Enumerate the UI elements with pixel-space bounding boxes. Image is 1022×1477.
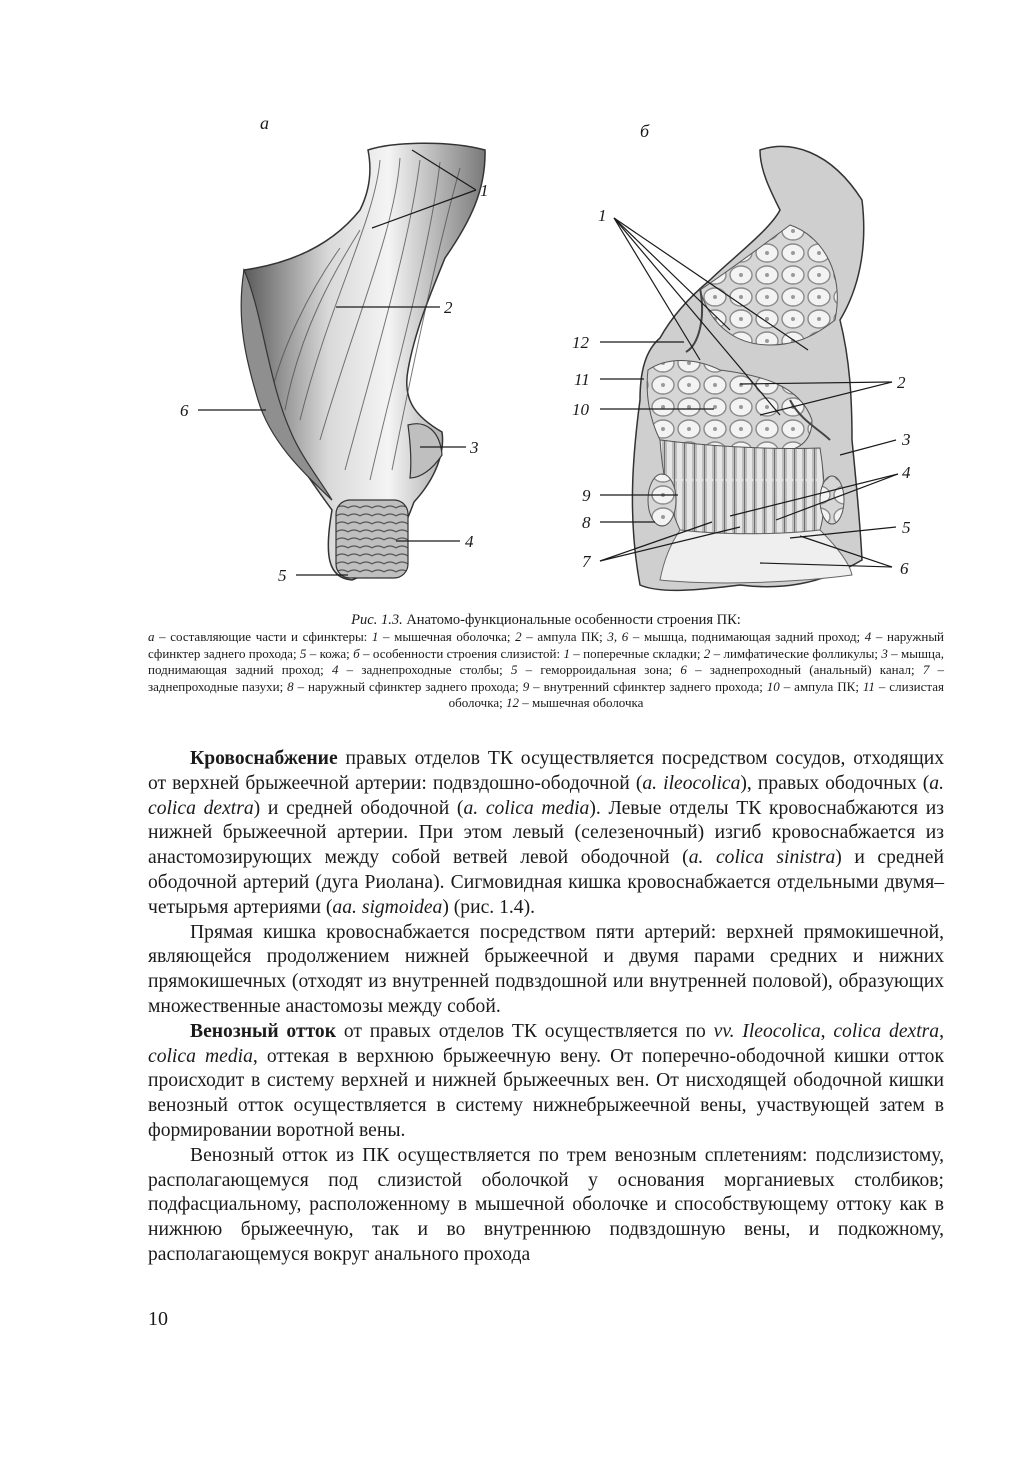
sphincter-left bbox=[648, 474, 676, 526]
caption-item-text: – заднепроходные пазухи; bbox=[148, 662, 945, 694]
text-run: , bbox=[939, 1020, 944, 1042]
b-callout-8: 8 bbox=[582, 513, 591, 532]
caption-item-number: 7 bbox=[922, 662, 930, 678]
a-callout-1: 1 bbox=[480, 181, 489, 200]
b-callout-3: 3 bbox=[902, 430, 911, 449]
paragraph bbox=[148, 921, 944, 1020]
text-run: , оттекая в верхнюю брыжеечную вену. От поперечно-ободочной кишки отток происходит в систему верхней и нижней брыжеечных вен. От нисходящей ободочной кишки венозный отток осуществляется в систему нижнебрыжеечной вены, участвующей затем в формировании воротной вены. bbox=[148, 1045, 944, 1141]
caption-item-text: – ампула ПК; bbox=[779, 678, 863, 694]
text-run: ) и средней ободочной артерий (дуга Риолана). Сигмовидная кишка кровоснабжается отдельными двумя–четырьмя артериями ( bbox=[148, 847, 944, 918]
text-run: от правых отделов ТК осуществляется по bbox=[336, 1020, 714, 1042]
caption-ref: Рис. 1.3. bbox=[351, 612, 403, 628]
a-callout-2: 2 bbox=[444, 298, 453, 317]
panel-b-drawing bbox=[632, 147, 863, 591]
caption-item-number: 3, 6 bbox=[607, 629, 629, 645]
caption-title-line bbox=[148, 612, 944, 628]
paragraph bbox=[148, 747, 944, 921]
b-callout-7: 7 bbox=[582, 552, 591, 571]
b-callout-5: 5 bbox=[902, 518, 911, 537]
latin-term: aa. sigmoidea bbox=[332, 896, 443, 918]
caption-item-text: – наружный сфинктер заднего прохода; bbox=[293, 678, 523, 694]
caption-item-text: – кожа; bbox=[306, 645, 354, 661]
latin-term: a. ileocolica bbox=[642, 772, 741, 794]
panel-a-drawing bbox=[241, 143, 485, 580]
caption-item-number: 2 bbox=[703, 645, 711, 661]
a-callout-6: 6 bbox=[180, 401, 189, 420]
text-run: правых отделов ТК осуществляется посредством сосудов, отходящих от верхней брыжеечной артерии: подвздошно-ободочной ( bbox=[148, 748, 944, 794]
caption-item-number: 2 bbox=[515, 629, 522, 645]
caption-item-number: 1 bbox=[563, 645, 570, 661]
paragraph bbox=[148, 1144, 944, 1268]
figure-caption bbox=[148, 612, 944, 711]
caption-item-text: – заднепроходные столбы; bbox=[338, 662, 511, 678]
caption-item-number: 3 bbox=[881, 645, 888, 661]
text-run: ), правых ободочных ( bbox=[740, 772, 930, 794]
caption-item-text: – геморроидальная зона; bbox=[517, 662, 681, 678]
caption-item-text: – мышечная оболочка; bbox=[378, 629, 516, 645]
figure-1-3 bbox=[0, 0, 1022, 600]
latin-term: colica dextra bbox=[833, 1020, 940, 1042]
caption-item-text: – мышца, поднимающая задний проход; bbox=[628, 629, 865, 645]
text-run: Венозный отток из ПК осуществляется по трем венозным сплетениям: подслизистому, располагающемуся под слизистой оболочкой у основания морганиевых столбиков; подфасциальному, расположенному в мышечной оболочке и способствующему оттоку как в нижнюю брыжеечную, так и во внутреннюю подвздошную вены, и подкожному, располагающемуся вокруг анального прохода bbox=[148, 1144, 944, 1265]
caption-item-text: – мышца, поднимающая задний проход; bbox=[148, 645, 944, 678]
caption-item-number: 10 bbox=[766, 678, 780, 694]
caption-item-number: 8 bbox=[287, 678, 294, 694]
paragraph bbox=[148, 1020, 944, 1144]
caption-item-number: 11 bbox=[862, 678, 875, 694]
latin-term: a. colica media bbox=[463, 797, 590, 819]
text-run: , bbox=[820, 1020, 834, 1042]
latin-term: vv. Ileocolica bbox=[713, 1020, 821, 1042]
caption-item-number: 1 bbox=[371, 629, 379, 645]
caption-item-text: – поперечные складки; bbox=[569, 645, 704, 661]
caption-a-letter: а bbox=[148, 629, 155, 645]
page-number: 10 bbox=[148, 1308, 168, 1330]
caption-item-text: – заднепроходный (анальный) канал; bbox=[686, 662, 923, 678]
caption-item-text: – слизистая оболочка; bbox=[448, 678, 944, 711]
bold-term: Венозный отток bbox=[190, 1020, 337, 1042]
latin-term: a. colica dextra bbox=[148, 772, 944, 819]
caption-title: Анатомо-функциональные особенности строения ПК: bbox=[406, 612, 741, 628]
panel-b-label: б bbox=[640, 121, 650, 141]
panel-a-label: а bbox=[260, 113, 269, 133]
caption-item-text: – ампула ПК; bbox=[521, 629, 608, 645]
caption-a-text: – составляющие части и сфинктеры: bbox=[154, 629, 372, 645]
caption-item-text: – лимфатические фолликулы; bbox=[710, 645, 882, 661]
text-run: Прямая кишка кровоснабжается посредством пяти артерий: верхней прямокишечной, являющейся продолжением нижней брыжеечной и двумя парами средних и нижних прямокишечных (отходят из внутренней подвздошной или внутренней половой), образующих множественные анастомозы между собой. bbox=[148, 921, 944, 1017]
b-callout-9: 9 bbox=[582, 486, 591, 505]
b-callout-4: 4 bbox=[902, 463, 911, 482]
caption-item-text: – мышечная оболочка bbox=[518, 695, 644, 711]
anal-columns bbox=[660, 440, 824, 534]
latin-term: a. colica sinistra bbox=[688, 847, 836, 869]
b-callout-12: 12 bbox=[572, 333, 589, 352]
text-run: ) и средней ободочной ( bbox=[253, 797, 464, 819]
caption-item-number: 12 bbox=[505, 695, 519, 711]
sphincter-right bbox=[820, 476, 844, 524]
body-text bbox=[148, 747, 944, 1268]
anal-canal bbox=[660, 530, 852, 583]
a-callout-3: 3 bbox=[470, 438, 479, 457]
bold-term: Кровоснабжение bbox=[190, 748, 338, 769]
anatomy-illustration bbox=[0, 0, 1022, 600]
caption-item-text: – наружный сфинктер заднего прохода; bbox=[148, 629, 945, 661]
caption-b-letter: б bbox=[353, 645, 360, 661]
caption-item-number: 6 bbox=[680, 662, 687, 678]
b-callout-1: 1 bbox=[598, 206, 607, 225]
latin-term: colica media bbox=[148, 1045, 253, 1067]
a-callout-5: 5 bbox=[278, 566, 287, 585]
caption-item-number: 5 bbox=[299, 645, 307, 661]
a-callout-4: 4 bbox=[465, 532, 474, 551]
b-callout-10: 10 bbox=[572, 400, 589, 419]
b-callout-6: 6 bbox=[900, 559, 909, 578]
caption-body bbox=[148, 629, 944, 711]
caption-item-text: – внутренний сфинктер заднего прохода; bbox=[529, 678, 767, 694]
b-callout-11: 11 bbox=[574, 370, 590, 389]
caption-item-number: 5 bbox=[510, 662, 518, 678]
text-run: ). Левые отделы ТК кровоснабжаются из нижней брыжеечной артерии. При этом левый (селезеночный) изгиб кровоснабжается из анастомозирующих между собой ветвей левой ободочной ( bbox=[148, 797, 944, 869]
text-run: ) (рис. 1.4). bbox=[442, 896, 535, 918]
caption-b-text: – особенности строения слизистой: bbox=[359, 645, 564, 661]
external-sphincter bbox=[336, 500, 408, 578]
caption-item-number: 4 bbox=[331, 662, 339, 678]
caption-item-number: 9 bbox=[522, 678, 530, 694]
b-callout-2: 2 bbox=[897, 373, 906, 392]
caption-item-number: 4 bbox=[864, 629, 872, 645]
